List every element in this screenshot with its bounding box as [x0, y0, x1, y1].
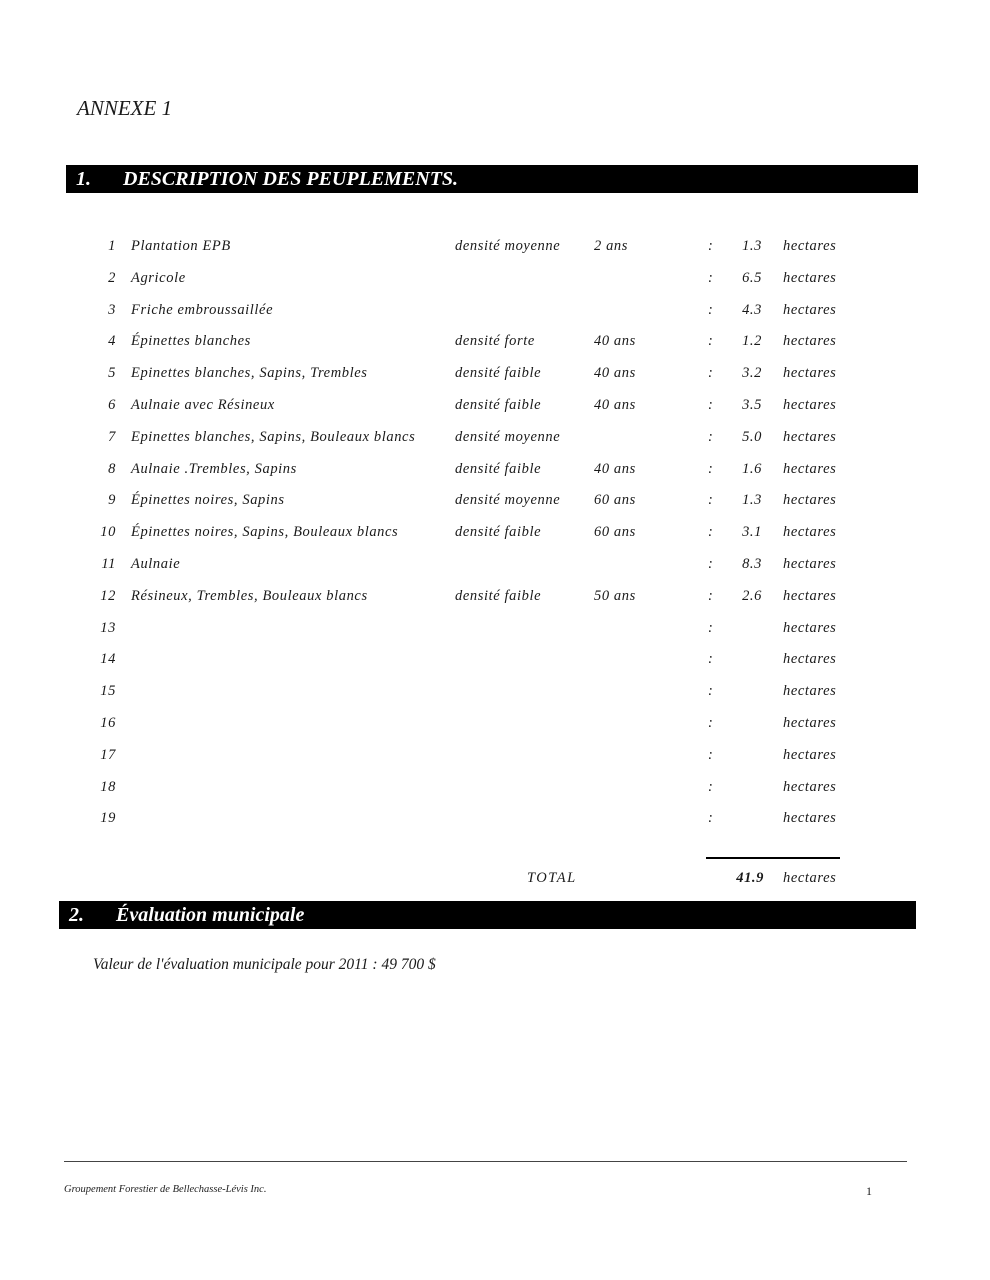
table-row	[0, 231, 990, 263]
table-row	[0, 263, 990, 295]
area-unit: hectares	[783, 555, 837, 572]
stand-description: Épinettes blanches	[131, 333, 251, 350]
section-1-number: 1.	[76, 168, 91, 190]
total-row	[0, 868, 990, 892]
table-row	[0, 708, 990, 740]
stand-density: densité faible	[455, 524, 542, 541]
row-number: 15	[100, 683, 116, 700]
row-number: 4	[108, 333, 116, 350]
row-number: 16	[100, 714, 116, 731]
row-separator: :	[708, 428, 714, 445]
stand-density: densité faible	[455, 460, 542, 477]
row-number: 17	[100, 746, 116, 763]
stand-description: Aulnaie .Trembles, Sapins	[131, 460, 297, 477]
stand-age: 50 ans	[594, 587, 636, 604]
area-unit: hectares	[783, 269, 837, 286]
table-row	[0, 517, 990, 549]
stand-description: Aulnaie	[131, 555, 181, 572]
area-unit: hectares	[783, 460, 837, 477]
area-unit: hectares	[783, 365, 837, 382]
row-separator: :	[708, 365, 714, 382]
row-separator: :	[708, 683, 714, 700]
stand-density: densité moyenne	[455, 428, 561, 445]
area-unit: hectares	[783, 301, 837, 318]
table-row	[0, 295, 990, 327]
section-2-header	[59, 901, 916, 929]
row-number: 13	[100, 619, 116, 636]
row-separator: :	[708, 555, 714, 572]
table-row	[0, 485, 990, 517]
stand-area: 3.5	[742, 396, 762, 413]
total-rule	[706, 857, 840, 859]
row-separator: :	[708, 524, 714, 541]
area-unit: hectares	[783, 714, 837, 731]
stand-description: Épinettes noires, Sapins, Bouleaux blancs	[131, 524, 399, 541]
row-number: 2	[108, 269, 116, 286]
stand-area: 1.2	[742, 333, 762, 350]
table-row	[0, 772, 990, 804]
stand-area: 3.2	[742, 365, 762, 382]
area-unit: hectares	[783, 619, 837, 636]
row-number: 8	[108, 460, 116, 477]
row-number: 1	[108, 238, 116, 254]
table-row	[0, 454, 990, 486]
stand-description: Aulnaie avec Résineux	[131, 396, 275, 413]
row-separator: :	[708, 778, 714, 795]
row-separator: :	[708, 651, 714, 668]
row-number: 6	[108, 396, 116, 413]
stand-description: Epinettes blanches, Sapins, Bouleaux blancs	[131, 428, 416, 445]
evaluation-text: Valeur de l'évaluation municipale pour 2011 : 49 700 $	[93, 956, 436, 973]
stand-age: 40 ans	[594, 460, 636, 477]
stand-description: Plantation EPB	[131, 238, 231, 254]
stand-description: Épinettes noires, Sapins	[131, 492, 285, 509]
row-number: 19	[100, 810, 116, 827]
stand-age: 2 ans	[594, 238, 629, 254]
section-1-title: DESCRIPTION DES PEUPLEMENTS.	[123, 168, 459, 190]
section-2-number: 2.	[69, 904, 84, 926]
stand-area: 8.3	[742, 555, 762, 572]
row-number: 5	[108, 365, 116, 382]
stand-description: Friche embroussaillée	[131, 301, 274, 318]
stand-area: 2.6	[742, 587, 762, 604]
stand-area: 4.3	[742, 301, 762, 318]
stand-description: Epinettes blanches, Sapins, Trembles	[131, 365, 368, 382]
area-unit: hectares	[783, 651, 837, 668]
area-unit: hectares	[783, 492, 837, 509]
row-separator: :	[708, 333, 714, 350]
row-separator: :	[708, 396, 714, 413]
stand-area: 1.3	[742, 238, 762, 254]
table-row	[0, 326, 990, 358]
row-number: 11	[101, 555, 116, 572]
area-unit: hectares	[783, 524, 837, 541]
area-unit: hectares	[783, 428, 837, 445]
stand-area: 3.1	[742, 524, 762, 541]
row-number: 18	[100, 778, 116, 795]
area-unit: hectares	[783, 683, 837, 700]
row-separator: :	[708, 269, 714, 286]
table-row	[0, 613, 990, 645]
total-unit: hectares	[783, 870, 837, 886]
area-unit: hectares	[783, 238, 837, 254]
stand-density: densité faible	[455, 587, 542, 604]
table-row	[0, 644, 990, 676]
area-unit: hectares	[783, 778, 837, 795]
stand-age: 60 ans	[594, 524, 636, 541]
table-row	[0, 358, 990, 390]
area-unit: hectares	[783, 396, 837, 413]
row-number: 14	[100, 651, 116, 668]
area-unit: hectares	[783, 810, 837, 827]
table-row	[0, 676, 990, 708]
row-separator: :	[708, 587, 714, 604]
table-row	[0, 581, 990, 613]
stand-age: 40 ans	[594, 333, 636, 350]
row-separator: :	[708, 619, 714, 636]
row-separator: :	[708, 810, 714, 827]
row-number: 9	[108, 492, 116, 509]
stand-density: densité forte	[455, 333, 535, 350]
row-number: 3	[108, 301, 116, 318]
row-separator: :	[708, 460, 714, 477]
row-separator: :	[708, 714, 714, 731]
total-value: 41.9	[736, 870, 764, 886]
table-row	[0, 740, 990, 772]
table-row	[0, 549, 990, 581]
stand-description: Résineux, Trembles, Bouleaux blancs	[131, 587, 368, 604]
footer-organization: Groupement Forestier de Bellechasse-Lévis Inc.	[64, 1184, 267, 1195]
table-row	[0, 390, 990, 422]
row-separator: :	[708, 746, 714, 763]
row-separator: :	[708, 301, 714, 318]
stand-description: Agricole	[131, 269, 186, 286]
stand-density: densité faible	[455, 396, 542, 413]
row-number: 12	[100, 587, 116, 604]
section-1-header	[66, 165, 918, 193]
row-separator: :	[708, 238, 714, 254]
stand-table	[0, 231, 990, 835]
stand-area: 6.5	[742, 269, 762, 286]
area-unit: hectares	[783, 746, 837, 763]
stand-density: densité moyenne	[455, 492, 561, 509]
row-number: 10	[100, 524, 116, 541]
stand-density: densité faible	[455, 365, 542, 382]
stand-area: 1.3	[742, 492, 762, 509]
area-unit: hectares	[783, 333, 837, 350]
stand-area: 1.6	[742, 460, 762, 477]
page-number: 1	[866, 1184, 872, 1198]
stand-age: 60 ans	[594, 492, 636, 509]
table-row	[0, 422, 990, 454]
stand-age: 40 ans	[594, 396, 636, 413]
table-row	[0, 803, 990, 835]
row-separator: :	[708, 492, 714, 509]
area-unit: hectares	[783, 587, 837, 604]
stand-density: densité moyenne	[455, 238, 561, 254]
row-number: 7	[108, 428, 116, 445]
section-2-title: Évaluation municipale	[116, 904, 305, 926]
annexe-title: ANNEXE 1	[77, 96, 173, 120]
stand-age: 40 ans	[594, 365, 636, 382]
stand-area: 5.0	[742, 428, 762, 445]
footer-rule	[64, 1161, 907, 1162]
total-label: TOTAL	[527, 870, 577, 886]
